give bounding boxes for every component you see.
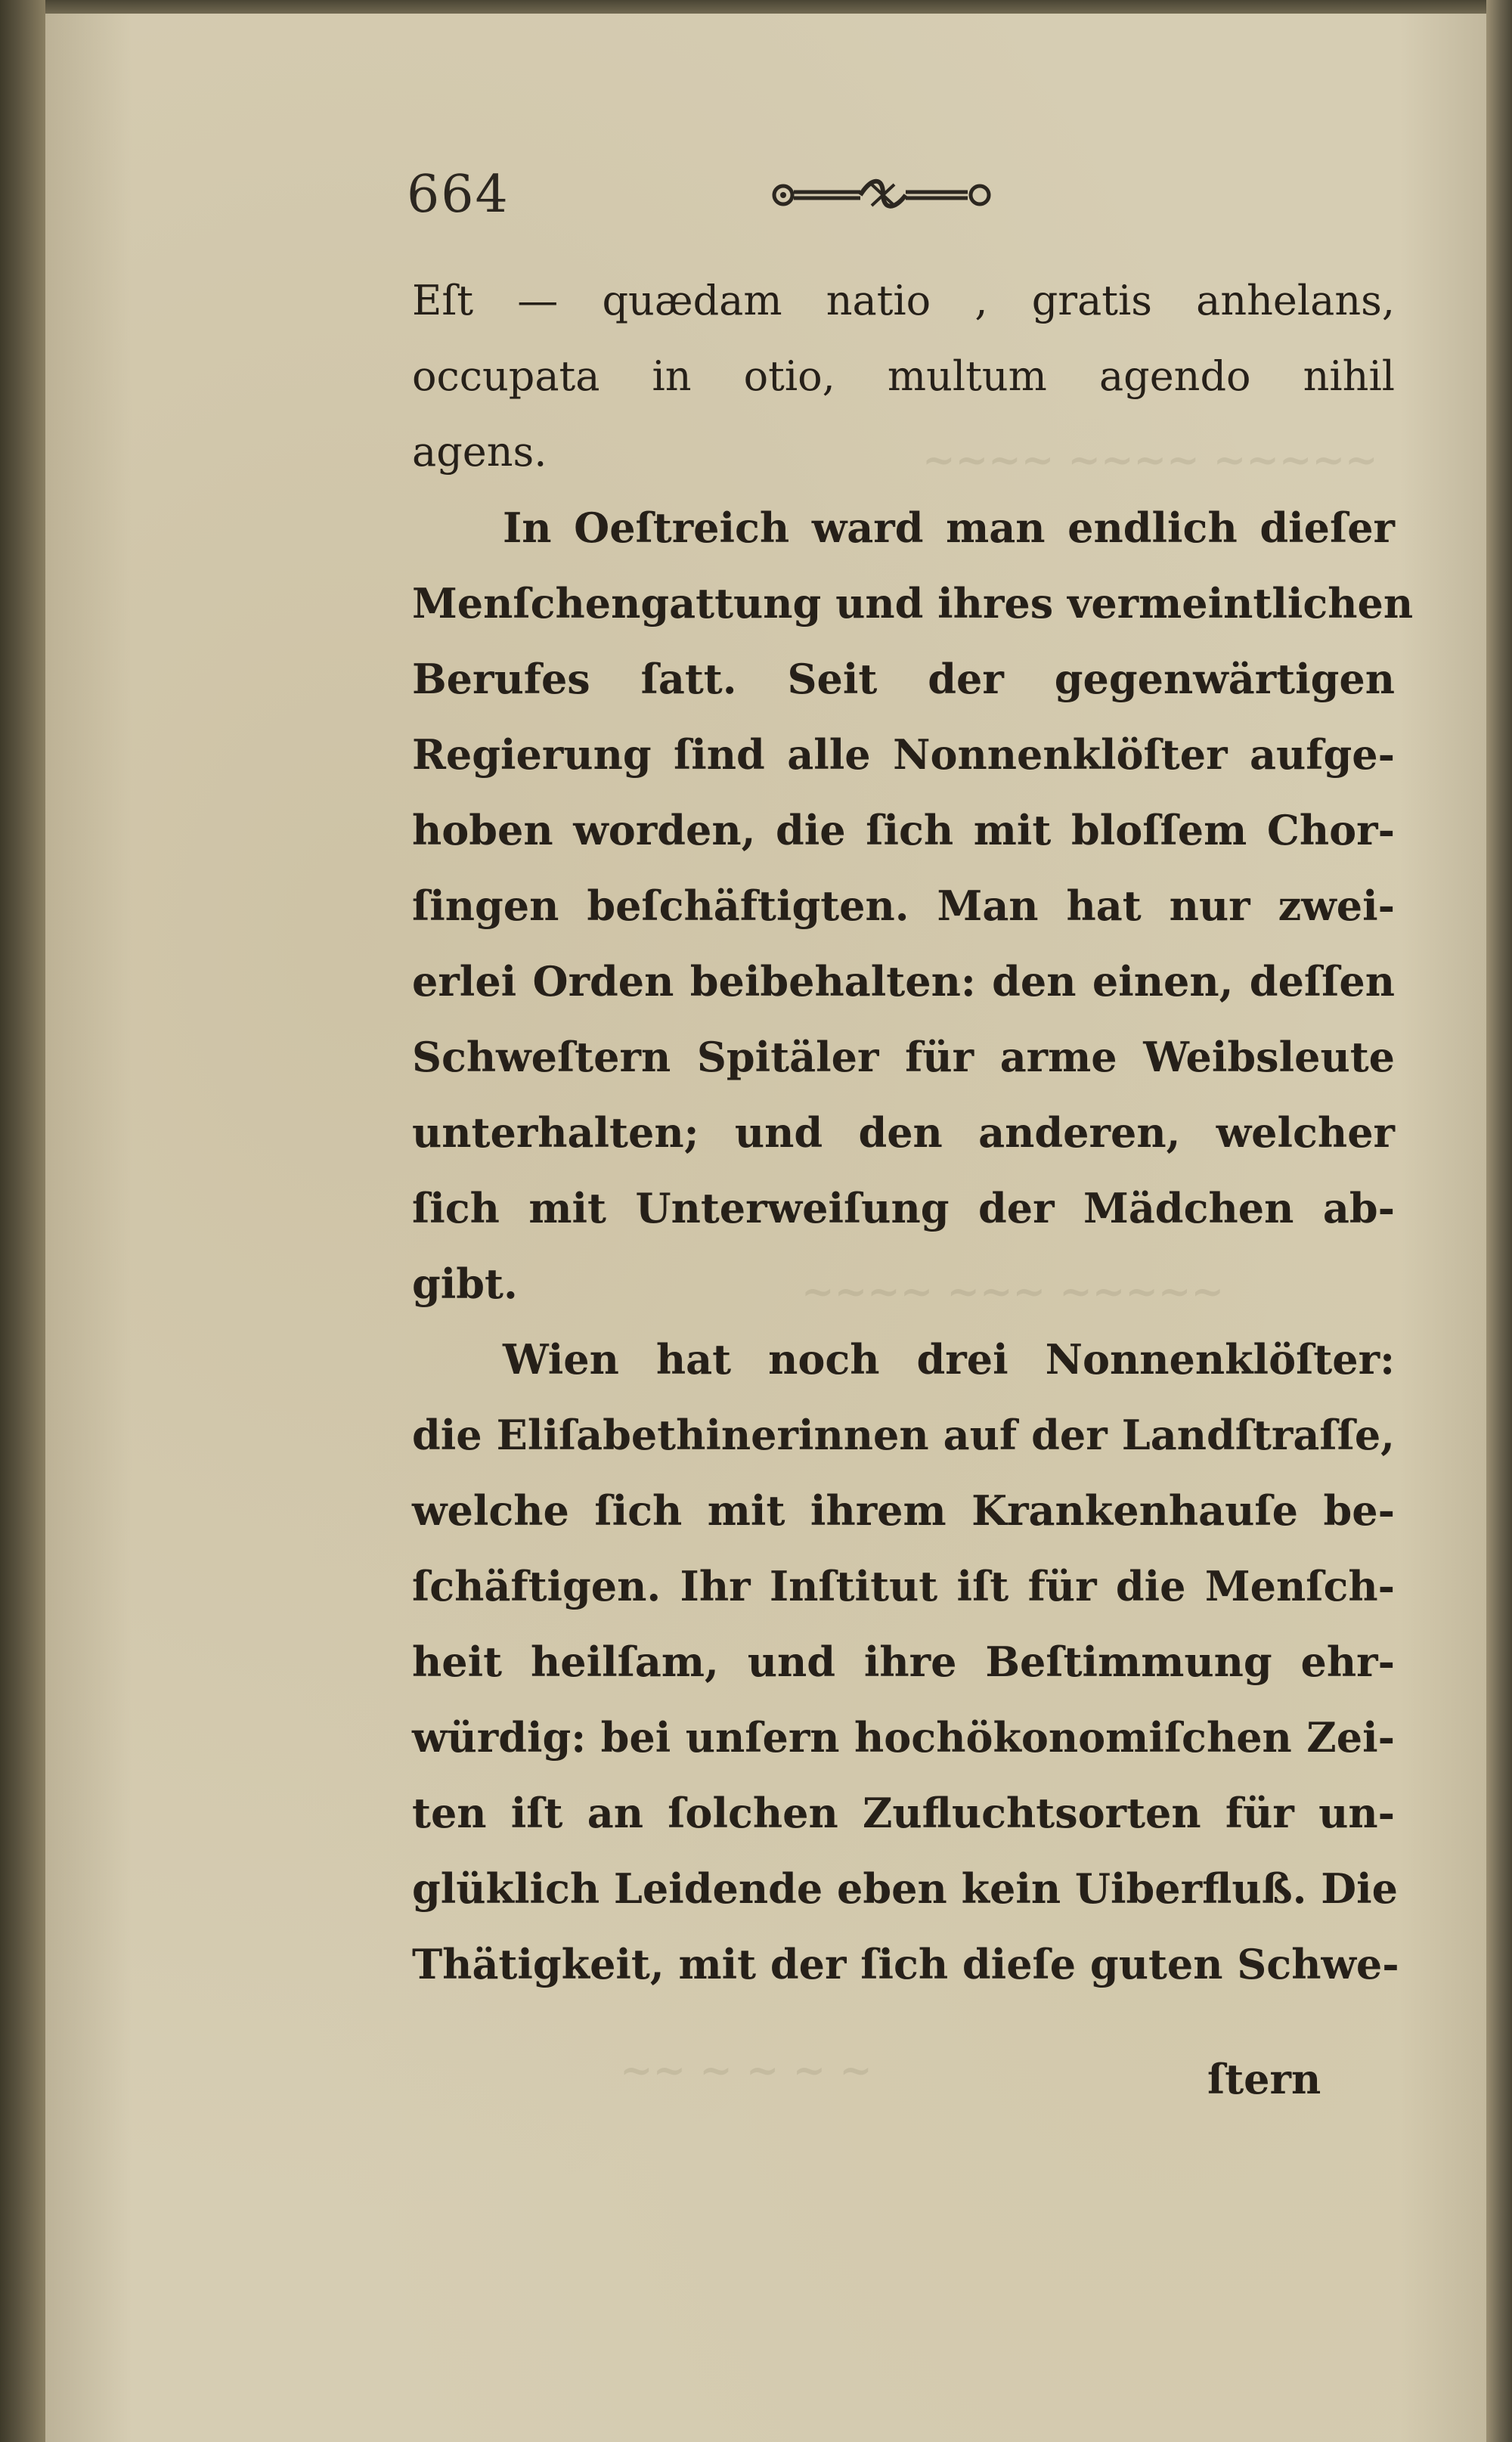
text-line: Thätigkeit, mit der ſich dieſe guten Schwe- bbox=[412, 1940, 1399, 1988]
page-number: 664 bbox=[407, 165, 510, 225]
text-line: die Eliſabethinerinnen auf der Landſtraſſe, bbox=[412, 1411, 1395, 1459]
show-through-text: ~~ ~ ~ ~ ~ bbox=[620, 2047, 872, 2093]
text-line: unterhalten; und den anderen, welcher bbox=[412, 1108, 1395, 1157]
text-line: Wien hat noch drei Nonnenklöſter: bbox=[503, 1335, 1395, 1384]
book-binding-left bbox=[0, 0, 45, 2442]
text-line: occupata in otio, multum agendo nihil bbox=[412, 352, 1395, 400]
text-line: heit heilſam, und ihre Beſtimmung ehr- bbox=[412, 1638, 1395, 1686]
show-through-text: ~~~~ ~~~ ~~~~~ bbox=[801, 1269, 1225, 1315]
text-line: Menſchengattung und ihres vermeintlichen bbox=[412, 579, 1414, 628]
text-line: Schweſtern Spitäler für arme Weibsleute bbox=[412, 1033, 1395, 1081]
text-line: ſingen beſchäftigten. Man hat nur zwei- bbox=[412, 882, 1395, 930]
text-line: ſchäftigen. Ihr Inſtitut iſt für die Menſch- bbox=[412, 1562, 1395, 1610]
text-line: welche ſich mit ihrem Krankenhauſe be- bbox=[412, 1486, 1395, 1535]
text-line: erlei Orden beibehalten: den einen, deſſen bbox=[412, 957, 1395, 1006]
catchword: ſtern bbox=[1207, 2055, 1321, 2103]
text-line: agens. bbox=[412, 428, 547, 476]
show-through-text: ~~~~ ~~~~ ~~~~~ bbox=[922, 437, 1378, 483]
book-binding-right bbox=[1486, 0, 1512, 2442]
text-line: In Oeſtreich ward man endlich dieſer bbox=[503, 504, 1395, 552]
text-line: würdig: bei unſern hochökonomiſchen Zei- bbox=[412, 1713, 1395, 1762]
text-line: Regierung ſind alle Nonnenklöſter aufge- bbox=[412, 730, 1395, 779]
text-line: ten iſt an ſolchen Zufluchtsorten für un- bbox=[412, 1789, 1395, 1837]
text-line: hoben worden, die ſich mit bloſſem Chor- bbox=[412, 806, 1395, 854]
book-page bbox=[45, 14, 1486, 2442]
text-line: Berufes ſatt. Seit der gegenwärtigen bbox=[412, 655, 1395, 703]
decorative-rule-ornament-icon bbox=[770, 171, 996, 216]
text-line: glüklich Leidende eben kein Uiberfluß. Die bbox=[412, 1864, 1398, 1913]
text-line: gibt. bbox=[412, 1260, 518, 1308]
text-line: ſich mit Unterweiſung der Mädchen ab- bbox=[412, 1184, 1395, 1232]
text-line: Eſt — quædam natio , gratis anhelans, bbox=[412, 277, 1395, 324]
